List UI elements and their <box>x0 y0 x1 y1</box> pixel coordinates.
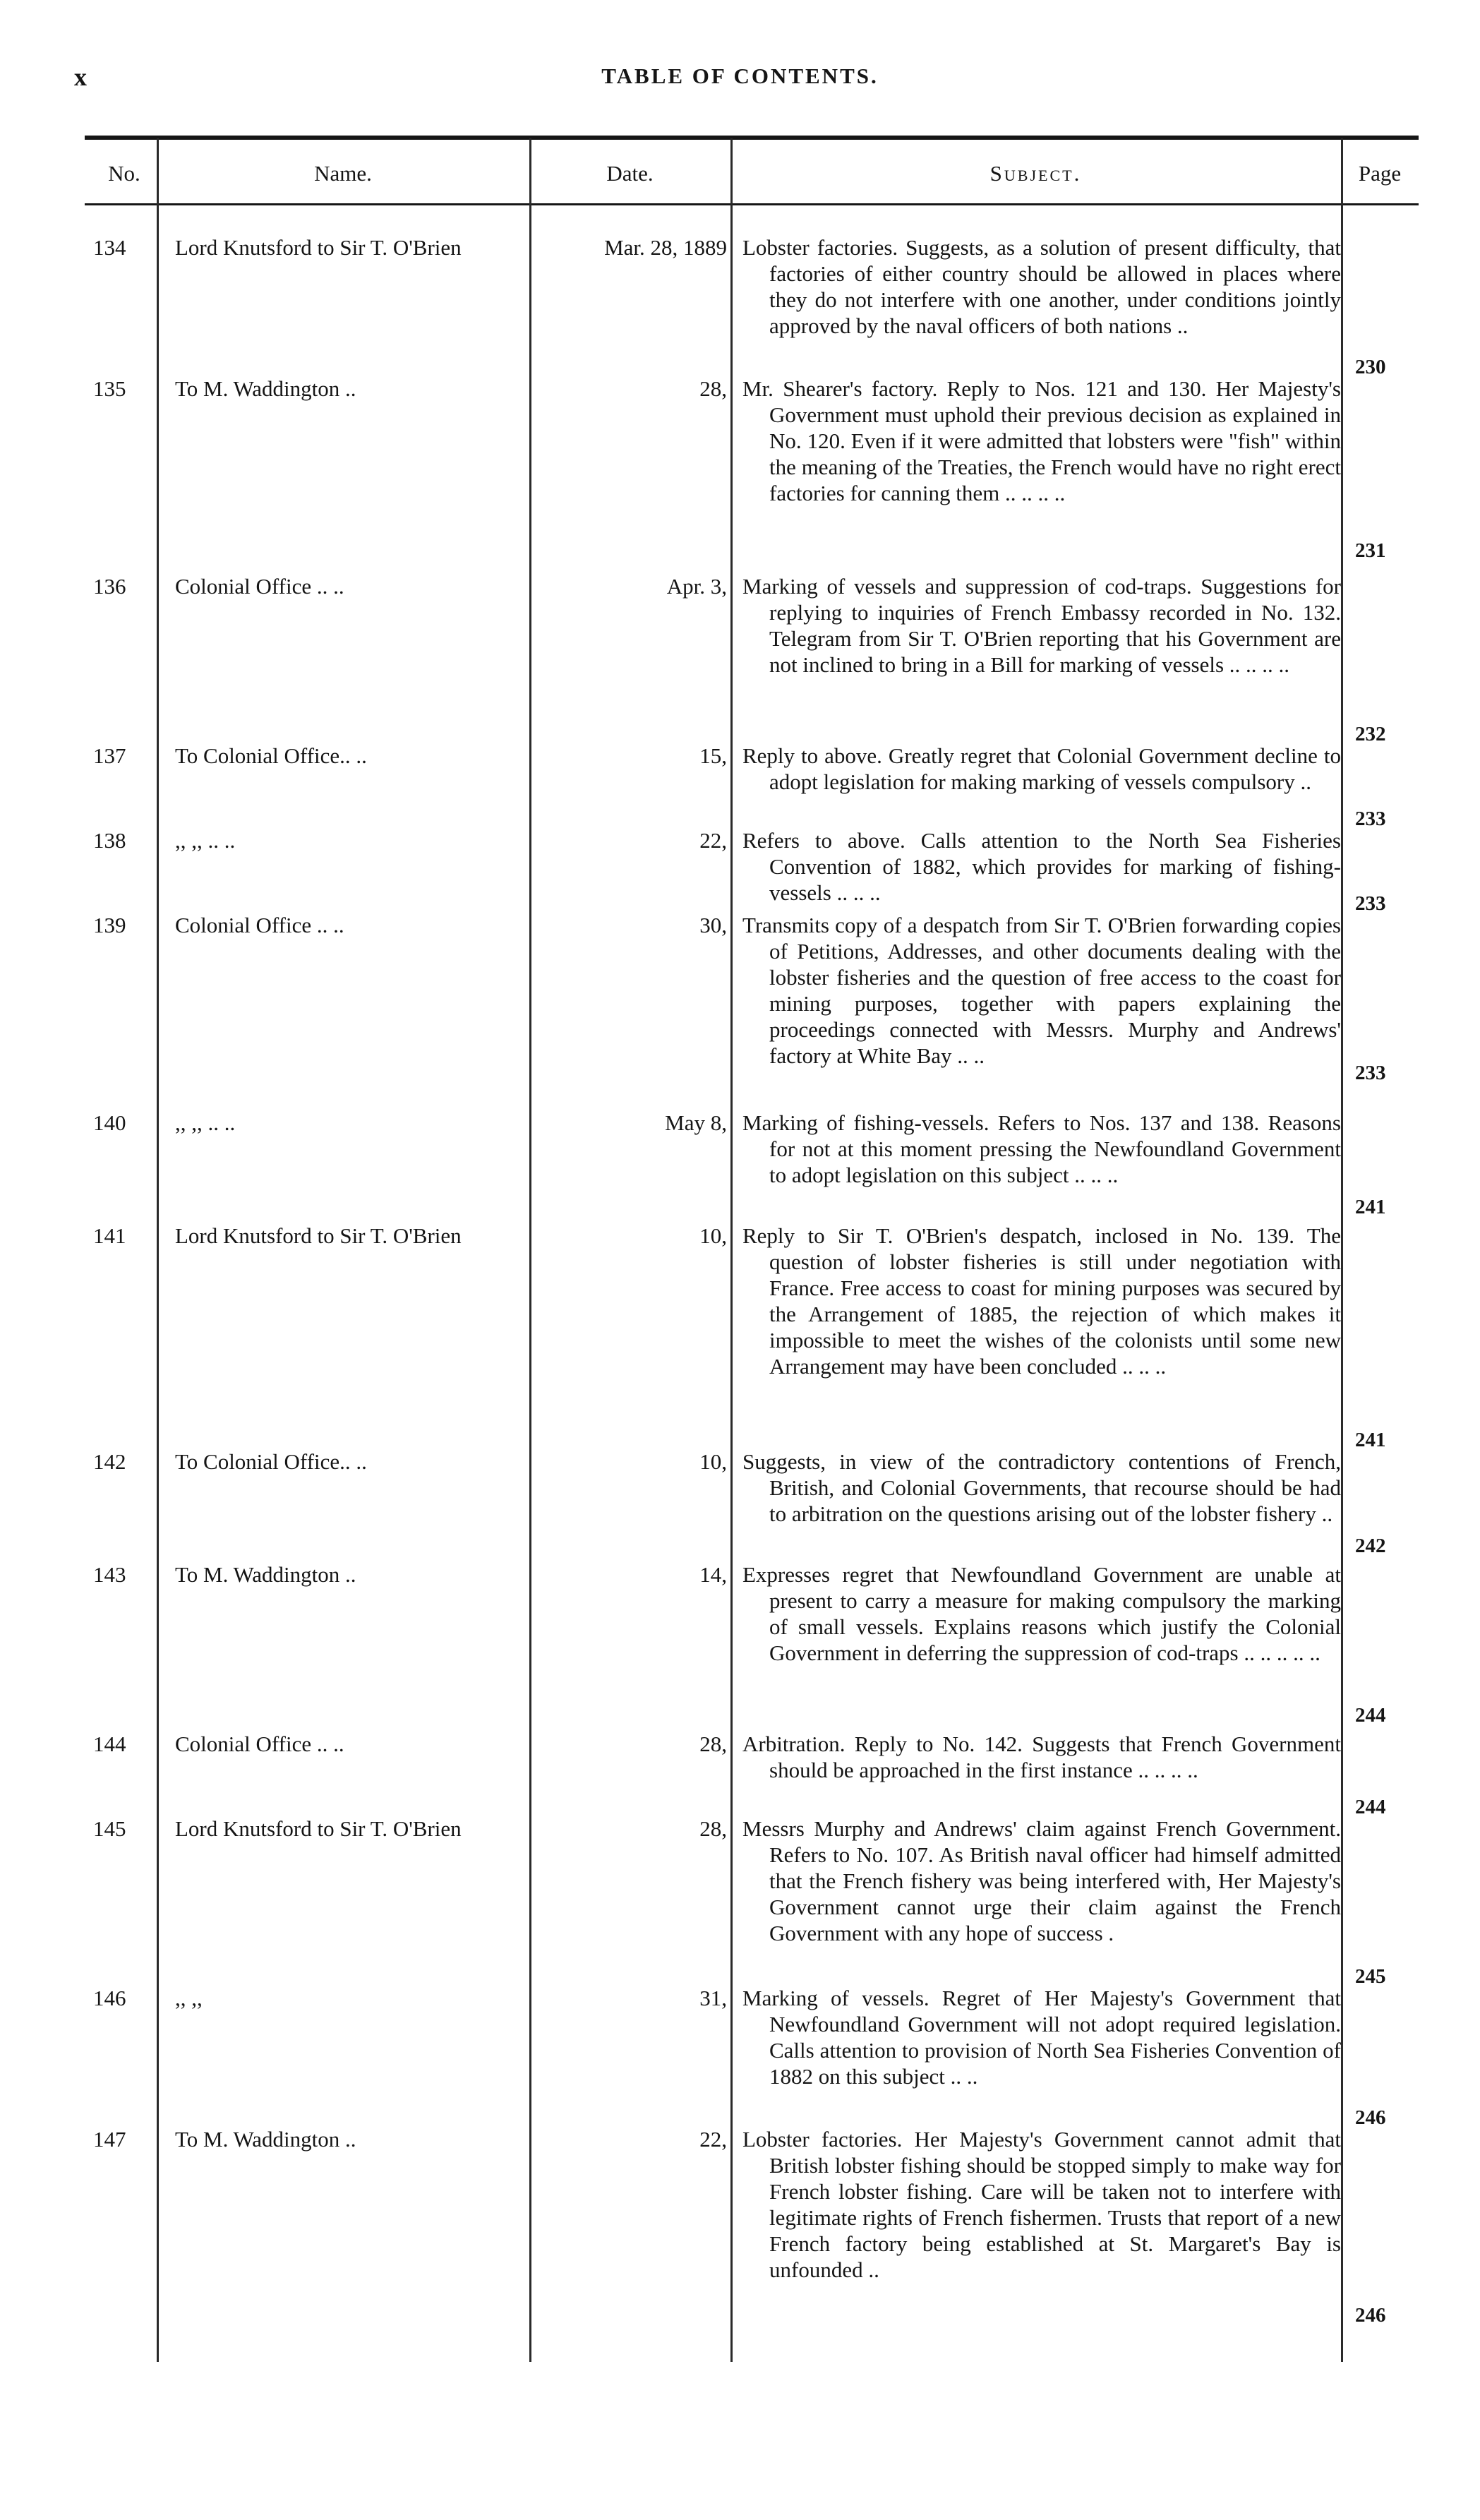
entry-number: 142 <box>93 1449 126 1474</box>
entry-subject-cell <box>742 1985 1341 2089</box>
entry-number: 140 <box>93 1110 126 1135</box>
column-divider-subject <box>1341 138 1343 2362</box>
entry-name: ,, ,, .. .. <box>175 1110 236 1135</box>
entry-date: 22, <box>699 2127 727 2152</box>
entry-date: 30, <box>699 913 727 937</box>
entry-name: Colonial Office .. .. <box>175 913 344 937</box>
entry-number: 139 <box>93 913 126 937</box>
column-header-no: No. <box>108 161 140 186</box>
entry-name: Colonial Office .. .. <box>175 1732 344 1756</box>
entry-subject-cell <box>742 1448 1341 1527</box>
entry-name: To Colonial Office.. .. <box>175 1449 367 1474</box>
entry-page: 244 <box>1355 1796 1386 1818</box>
column-header-page: Page <box>1358 161 1402 186</box>
entry-page: 230 <box>1355 356 1386 378</box>
entry-subject-cell <box>742 912 1341 1069</box>
column-header-name: Name. <box>314 161 372 186</box>
entry-name: ,, ,, .. .. <box>175 828 236 853</box>
entry-name: ,, ,, <box>175 1986 203 2010</box>
entry-page: 232 <box>1355 723 1386 745</box>
entry-name: Colonial Office .. .. <box>175 574 344 599</box>
entry-date: May 8, <box>665 1110 727 1135</box>
entry-number: 134 <box>93 235 126 260</box>
entry-date: Mar. 28, 1889 <box>604 235 727 260</box>
entry-number: 147 <box>93 2127 126 2152</box>
column-divider-no <box>157 138 159 2362</box>
entry-subject: Marking of fishing-vessels. Refers to Nos. 137 and 138. Reasons for not at this moment pressing the Newfoundland Government to adopt legislation on this subject .. .. .. <box>742 1110 1341 1187</box>
entry-date: 28, <box>699 376 727 401</box>
entry-subject-cell <box>742 1561 1341 1666</box>
entry-subject: Refers to above. Calls attention to the North Sea Fisheries Convention of 1882, which provides for marking of fishing-vessels .. .. .. <box>742 828 1341 905</box>
entry-date: 28, <box>699 1816 727 1841</box>
entry-name: Lord Knutsford to Sir T. O'Brien <box>175 235 462 260</box>
entry-subject: Lobster factories. Her Majesty's Government cannot admit that British lobster fishing should be stopped simply to make way for French lobster fishing. Care will be taken not to interfere with legitimate rights of French fishermen. Trusts that report of a new French factory being established at St. Margaret's Bay is unfounded .. <box>742 2127 1341 2282</box>
entry-subject: Messrs Murphy and Andrews' claim against French Government. Refers to No. 107. As British naval officer had himself admitted that the French fishery was being interfered with, Her Majesty's Government cannot urge their claim against the French Government with any hope of success . <box>742 1816 1341 1945</box>
entry-page: 241 <box>1355 1196 1386 1218</box>
top-rule <box>85 136 1419 140</box>
entry-subject-cell <box>742 234 1341 339</box>
entry-subject-cell <box>742 376 1341 506</box>
entry-subject-cell <box>742 1731 1341 1783</box>
entry-date: 28, <box>699 1732 727 1756</box>
header-rule <box>85 203 1419 205</box>
entry-subject: Reply to above. Greatly regret that Colonial Government decline to adopt legislation for making marking of vessels compulsory .. <box>742 743 1341 794</box>
column-header-date: Date. <box>606 161 654 186</box>
entry-number: 135 <box>93 376 126 401</box>
entry-name: Lord Knutsford to Sir T. O'Brien <box>175 1223 462 1248</box>
entry-number: 136 <box>93 574 126 599</box>
entry-page: 246 <box>1355 2304 1386 2327</box>
entry-date: Apr. 3, <box>666 574 727 599</box>
entry-page: 233 <box>1355 1062 1386 1084</box>
entry-name: To M. Waddington .. <box>175 1562 356 1587</box>
entry-name: To Colonial Office.. .. <box>175 743 367 768</box>
column-header-subject: Subject. <box>989 161 1082 186</box>
entry-subject: Suggests, in view of the contradictory contentions of French, British, and Colonial Governments, that recourse should be had to arbitration on the questions arising out of the lobster fishery .. <box>742 1449 1341 1526</box>
entry-page: 242 <box>1355 1535 1386 1557</box>
entry-name: To M. Waddington .. <box>175 376 356 401</box>
entry-subject: Reply to Sir T. O'Brien's despatch, inclosed in No. 139. The question of lobster fisheries is still under negotiation with France. Free access to coast for mining purposes was secured by the Arrangement of 1885, the rejection of which makes it impossible to meet the wishes of the colonists until some new Arrangement may have been concluded .. .. .. <box>742 1223 1341 1379</box>
entry-subject-cell <box>742 743 1341 795</box>
entry-page: 231 <box>1355 539 1386 562</box>
entry-number: 138 <box>93 828 126 853</box>
entry-date: 10, <box>699 1223 727 1248</box>
entry-page: 233 <box>1355 892 1386 915</box>
entry-page: 241 <box>1355 1429 1386 1451</box>
entry-subject-cell <box>742 827 1341 906</box>
entry-subject-cell <box>742 1223 1341 1379</box>
entry-subject: Marking of vessels and suppression of cod-traps. Suggestions for replying to inquiries of French Embassy recorded in No. 132. Telegram from Sir T. O'Brien reporting that his Government are not inclined to bring in a Bill for marking of vessels .. .. .. .. <box>742 574 1341 677</box>
entry-number: 137 <box>93 743 126 768</box>
entry-subject-cell <box>742 1110 1341 1188</box>
page-title: TABLE OF CONTENTS. <box>601 64 879 88</box>
entry-page: 244 <box>1355 1704 1386 1727</box>
entry-subject: Mr. Shearer's factory. Reply to Nos. 121 and 130. Her Majesty's Government must uphold their previous decision as explained in No. 120. Even if it were admitted that lobsters were "fish" within the meaning of the Treaties, the French would have no right erect factories for canning them .. .. .. .. <box>742 376 1341 505</box>
column-divider-date <box>730 138 733 2362</box>
entry-date: 15, <box>699 743 727 768</box>
entry-date: 31, <box>699 1986 727 2010</box>
entry-subject: Lobster factories. Suggests, as a solution of present difficulty, that factories of either country should be allowed in places where they do not interfere with one another, under conditions jointly approved by the naval officers of both nations .. <box>742 235 1341 338</box>
column-divider-name <box>529 138 531 2362</box>
entry-page: 246 <box>1355 2106 1386 2129</box>
entry-page: 245 <box>1355 1965 1386 1988</box>
entry-subject: Arbitration. Reply to No. 142. Suggests that French Government should be approached in the first instance .. .. .. .. <box>742 1732 1341 1782</box>
entry-date: 10, <box>699 1449 727 1474</box>
entry-name: Lord Knutsford to Sir T. O'Brien <box>175 1816 462 1841</box>
entry-subject: Expresses regret that Newfoundland Government are unable at present to carry a measure for making compulsory the marking of small vessels. Explains reasons which justify the Colonial Government in deferring the suppression of cod-traps .. .. .. .. .. <box>742 1562 1341 1665</box>
entry-number: 141 <box>93 1223 126 1248</box>
entry-page: 233 <box>1355 808 1386 830</box>
page-number: x <box>74 63 88 91</box>
entry-number: 143 <box>93 1562 126 1587</box>
entry-subject-cell <box>742 1816 1341 1946</box>
entry-subject: Transmits copy of a despatch from Sir T. O'Brien forwarding copies of Petitions, Addresses, and other documents dealing with the lobster fisheries and the question of free access to the coast for mining purposes, together with papers explaining the proceedings connected with Messrs. Murphy and Andrews' factory at White Bay .. .. <box>742 913 1341 1068</box>
entry-subject: Marking of vessels. Regret of Her Majesty's Government that Newfoundland Government will not adopt required legislation. Calls attention to provision of North Sea Fisheries Convention of 1882 on this subject .. .. <box>742 1986 1341 2089</box>
entry-number: 146 <box>93 1986 126 2010</box>
entry-name: To M. Waddington .. <box>175 2127 356 2152</box>
entry-subject-cell <box>742 573 1341 678</box>
entry-date: 22, <box>699 828 727 853</box>
entry-number: 144 <box>93 1732 126 1756</box>
entry-number: 145 <box>93 1816 126 1841</box>
entry-subject-cell <box>742 2126 1341 2283</box>
entry-date: 14, <box>699 1562 727 1587</box>
